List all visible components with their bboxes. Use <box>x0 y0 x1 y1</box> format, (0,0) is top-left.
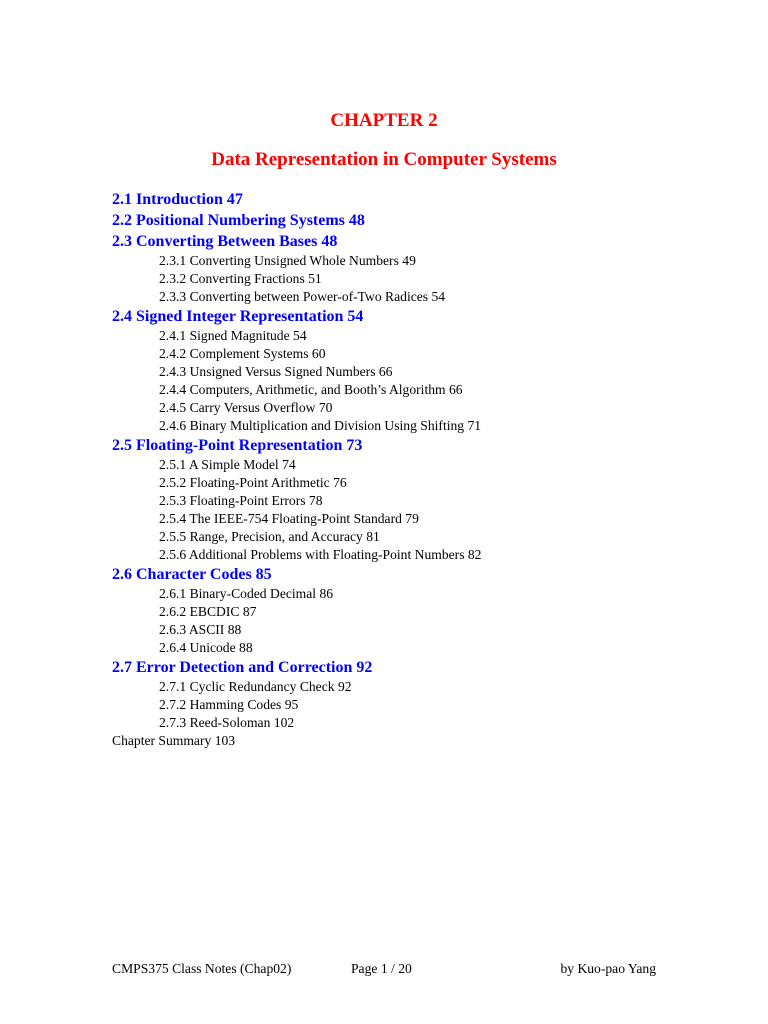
toc-subsection: 2.7.3 Reed-Soloman 102 <box>159 715 295 730</box>
toc-chapter-summary: Chapter Summary 103 <box>112 733 236 748</box>
toc-subsection: 2.4.3 Unsigned Versus Signed Numbers 66 <box>159 364 393 379</box>
page-footer <box>112 960 656 978</box>
footer-course-notes: CMPS375 Class Notes (Chap02) <box>112 961 292 976</box>
toc-subsection: 2.4.5 Carry Versus Overflow 70 <box>159 400 333 415</box>
toc-subsection: 2.7.2 Hamming Codes 95 <box>159 697 299 712</box>
toc-subsection: 2.3.3 Converting between Power-of-Two Radices 54 <box>159 289 446 304</box>
chapter-title: Data Representation in Computer Systems <box>211 149 557 170</box>
toc-subsection: 2.5.6 Additional Problems with Floating-Point Numbers 82 <box>159 547 482 562</box>
toc-subsection: 2.3.1 Converting Unsigned Whole Numbers 49 <box>159 253 416 268</box>
toc-section-2-7: 2.7 Error Detection and Correction 92 <box>112 659 373 676</box>
toc-subsection: 2.6.3 ASCII 88 <box>159 622 242 637</box>
toc-subsection: 2.4.4 Computers, Arithmetic, and Booth’s Algorithm 66 <box>159 382 463 397</box>
toc-subsection: 2.4.2 Complement Systems 60 <box>159 346 326 361</box>
toc-section-2-3: 2.3 Converting Between Bases 48 <box>112 233 338 250</box>
toc-subsection: 2.6.4 Unicode 88 <box>159 640 253 655</box>
toc-section-2-5: 2.5 Floating-Point Representation 73 <box>112 437 363 454</box>
toc-subsection: 2.5.3 Floating-Point Errors 78 <box>159 493 323 508</box>
toc-subsection: 2.5.1 A Simple Model 74 <box>159 457 296 472</box>
toc-subsection: 2.5.4 The IEEE-754 Floating-Point Standard 79 <box>159 511 419 526</box>
toc-subsection: 2.6.2 EBCDIC 87 <box>159 604 257 619</box>
footer-author: by Kuo-pao Yang <box>560 961 656 976</box>
chapter-number: CHAPTER 2 <box>330 110 438 131</box>
footer-page-number: Page 1 / 20 <box>351 961 412 976</box>
toc-section-2-4: 2.4 Signed Integer Representation 54 <box>112 308 364 325</box>
toc-subsection: 2.5.5 Range, Precision, and Accuracy 81 <box>159 529 380 544</box>
table-of-contents <box>112 189 732 750</box>
toc-subsection: 2.4.1 Signed Magnitude 54 <box>159 328 307 343</box>
toc-subsection: 2.6.1 Binary-Coded Decimal 86 <box>159 586 334 601</box>
toc-section-2-6: 2.6 Character Codes 85 <box>112 566 272 583</box>
toc-subsection: 2.4.6 Binary Multiplication and Division Using Shifting 71 <box>159 418 482 433</box>
toc-subsection: 2.7.1 Cyclic Redundancy Check 92 <box>159 679 352 694</box>
toc-subsection: 2.3.2 Converting Fractions 51 <box>159 271 322 286</box>
toc-section-2-2: 2.2 Positional Numbering Systems 48 <box>112 212 365 229</box>
toc-section-2-1: 2.1 Introduction 47 <box>112 191 243 208</box>
toc-subsection: 2.5.2 Floating-Point Arithmetic 76 <box>159 475 347 490</box>
